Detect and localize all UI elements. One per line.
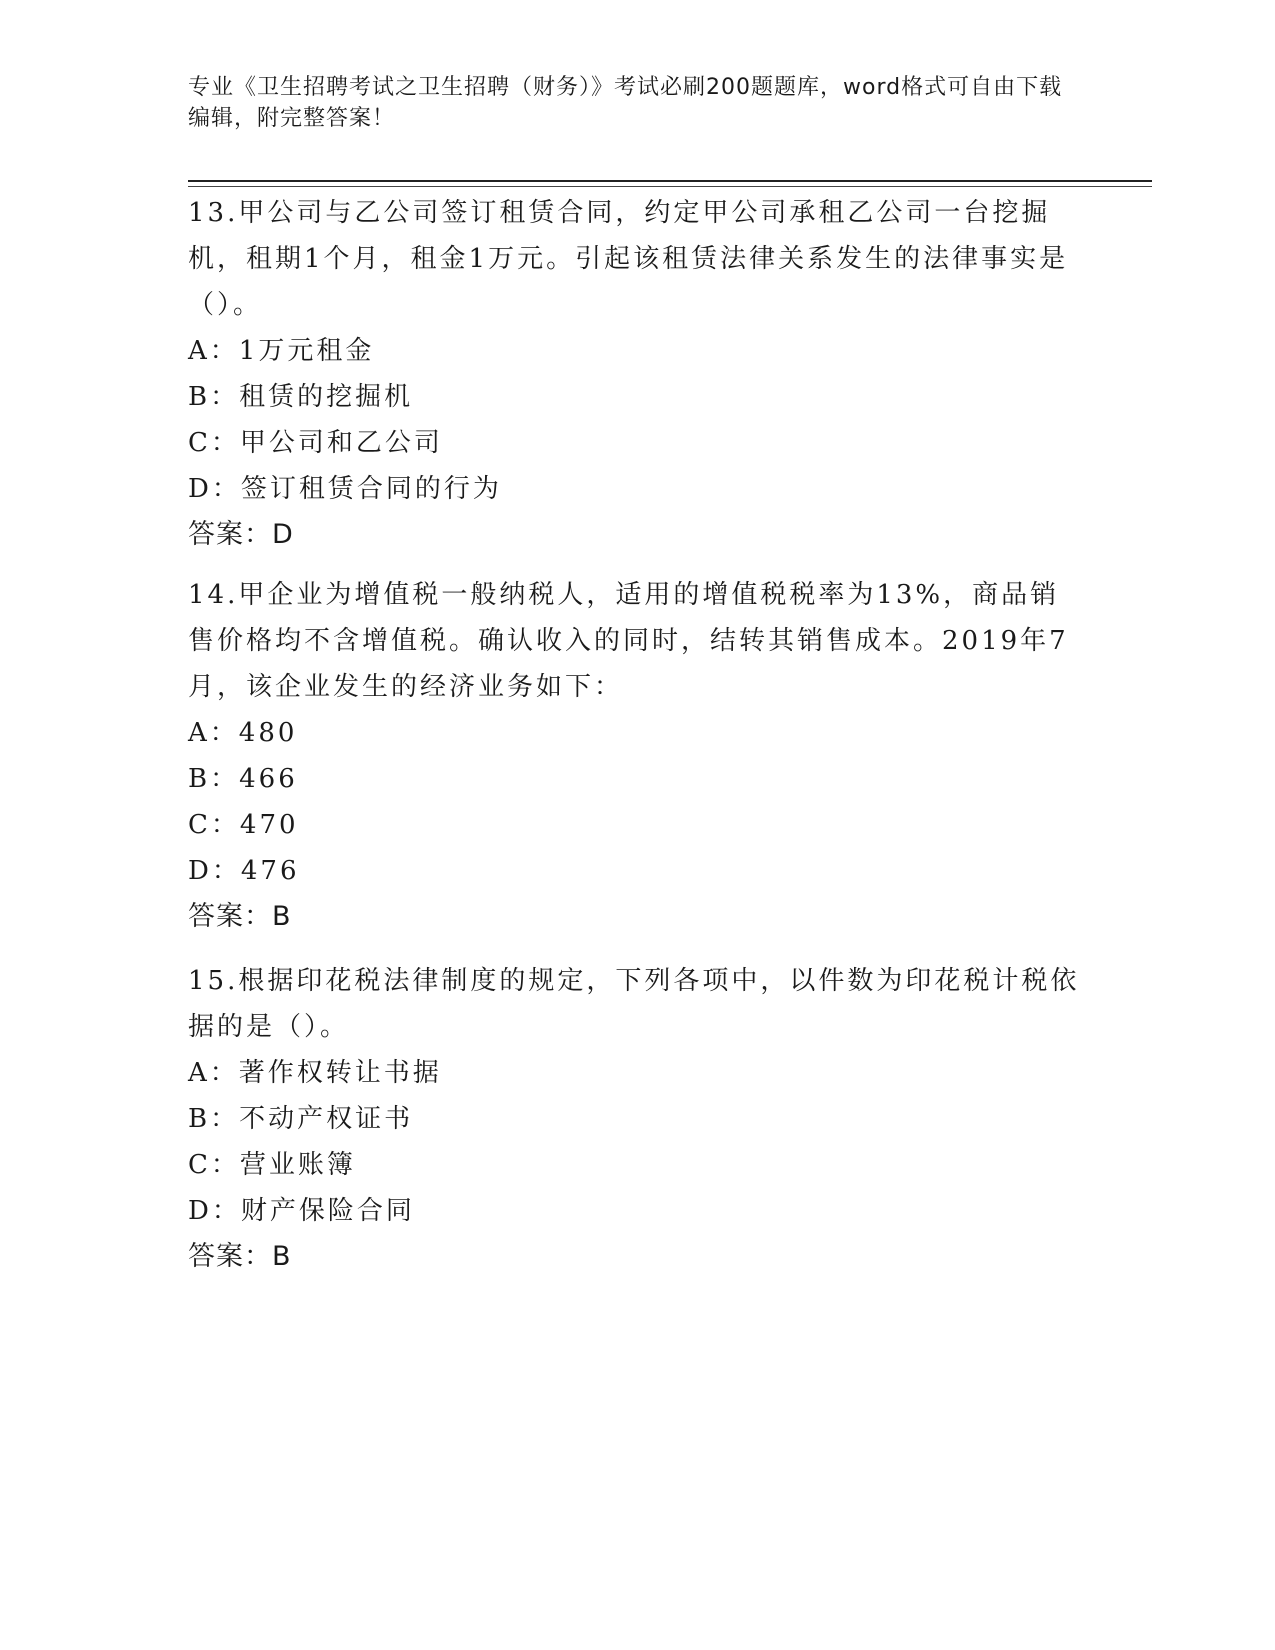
option-text: 签订租赁合同的行为 [240,474,502,504]
option-b: B：不动产权证书 [188,1104,414,1134]
option-c: C：甲公司和乙公司 [188,428,443,458]
option-a: A：著作权转让书据 [188,1058,442,1088]
document-intro: 专业《卫生招聘考试之卫生招聘（财务）》考试必刷200题题库，word格式可自由下载编辑，附完整答案！ [188,75,1063,131]
answer-line: 答案：D [188,519,294,550]
option-d: D：签订租赁合同的行为 [188,474,502,504]
question-stem: 13.甲公司与乙公司签订租赁合同，约定甲公司承租乙公司一台挖掘机，租期1个月，租金1万元。引起该租赁法律关系发生的法律事实是（）。 [188,198,1069,320]
option-text: 476 [240,856,300,886]
option-b: B：租赁的挖掘机 [188,382,414,412]
option-list [188,328,1088,512]
option-a: A：480 [188,718,298,748]
header-divider-thin [188,186,1152,187]
option-list [188,710,1088,894]
answer-line: 答案：B [188,1241,292,1272]
option-text: 1万元租金 [238,336,375,366]
option-text: 470 [239,810,299,840]
question-15 [188,958,1088,1280]
option-c: C：470 [188,810,299,840]
option-a: A：1万元租金 [188,336,375,366]
question-stem: 15.根据印花税法律制度的规定，下列各项中，以件数为印花税计税依据的是（）。 [188,966,1080,1042]
option-text: 著作权转让书据 [238,1058,442,1088]
option-text: 466 [239,764,298,794]
option-d: D：财产保险合同 [188,1196,415,1226]
question-14 [188,572,1088,940]
option-text: 甲公司和乙公司 [239,428,443,458]
header-divider-thick [188,180,1152,182]
answer-line: 答案：B [188,901,292,932]
option-text: 租赁的挖掘机 [239,382,414,412]
option-b: B：466 [188,764,298,794]
option-text: 不动产权证书 [239,1104,414,1134]
option-text: 财产保险合同 [240,1196,415,1226]
question-13 [188,190,1088,558]
option-text: 营业账簿 [239,1150,356,1180]
option-text: 480 [238,718,298,748]
question-stem: 14.甲企业为增值税一般纳税人，适用的增值税税率为13%，商品销售价格均不含增值税。确认收入的同时，结转其销售成本。2019年7月，该企业发生的经济业务如下： [188,580,1069,702]
option-d: D：476 [188,856,300,886]
option-list [188,1050,1088,1234]
option-c: C：营业账簿 [188,1150,356,1180]
